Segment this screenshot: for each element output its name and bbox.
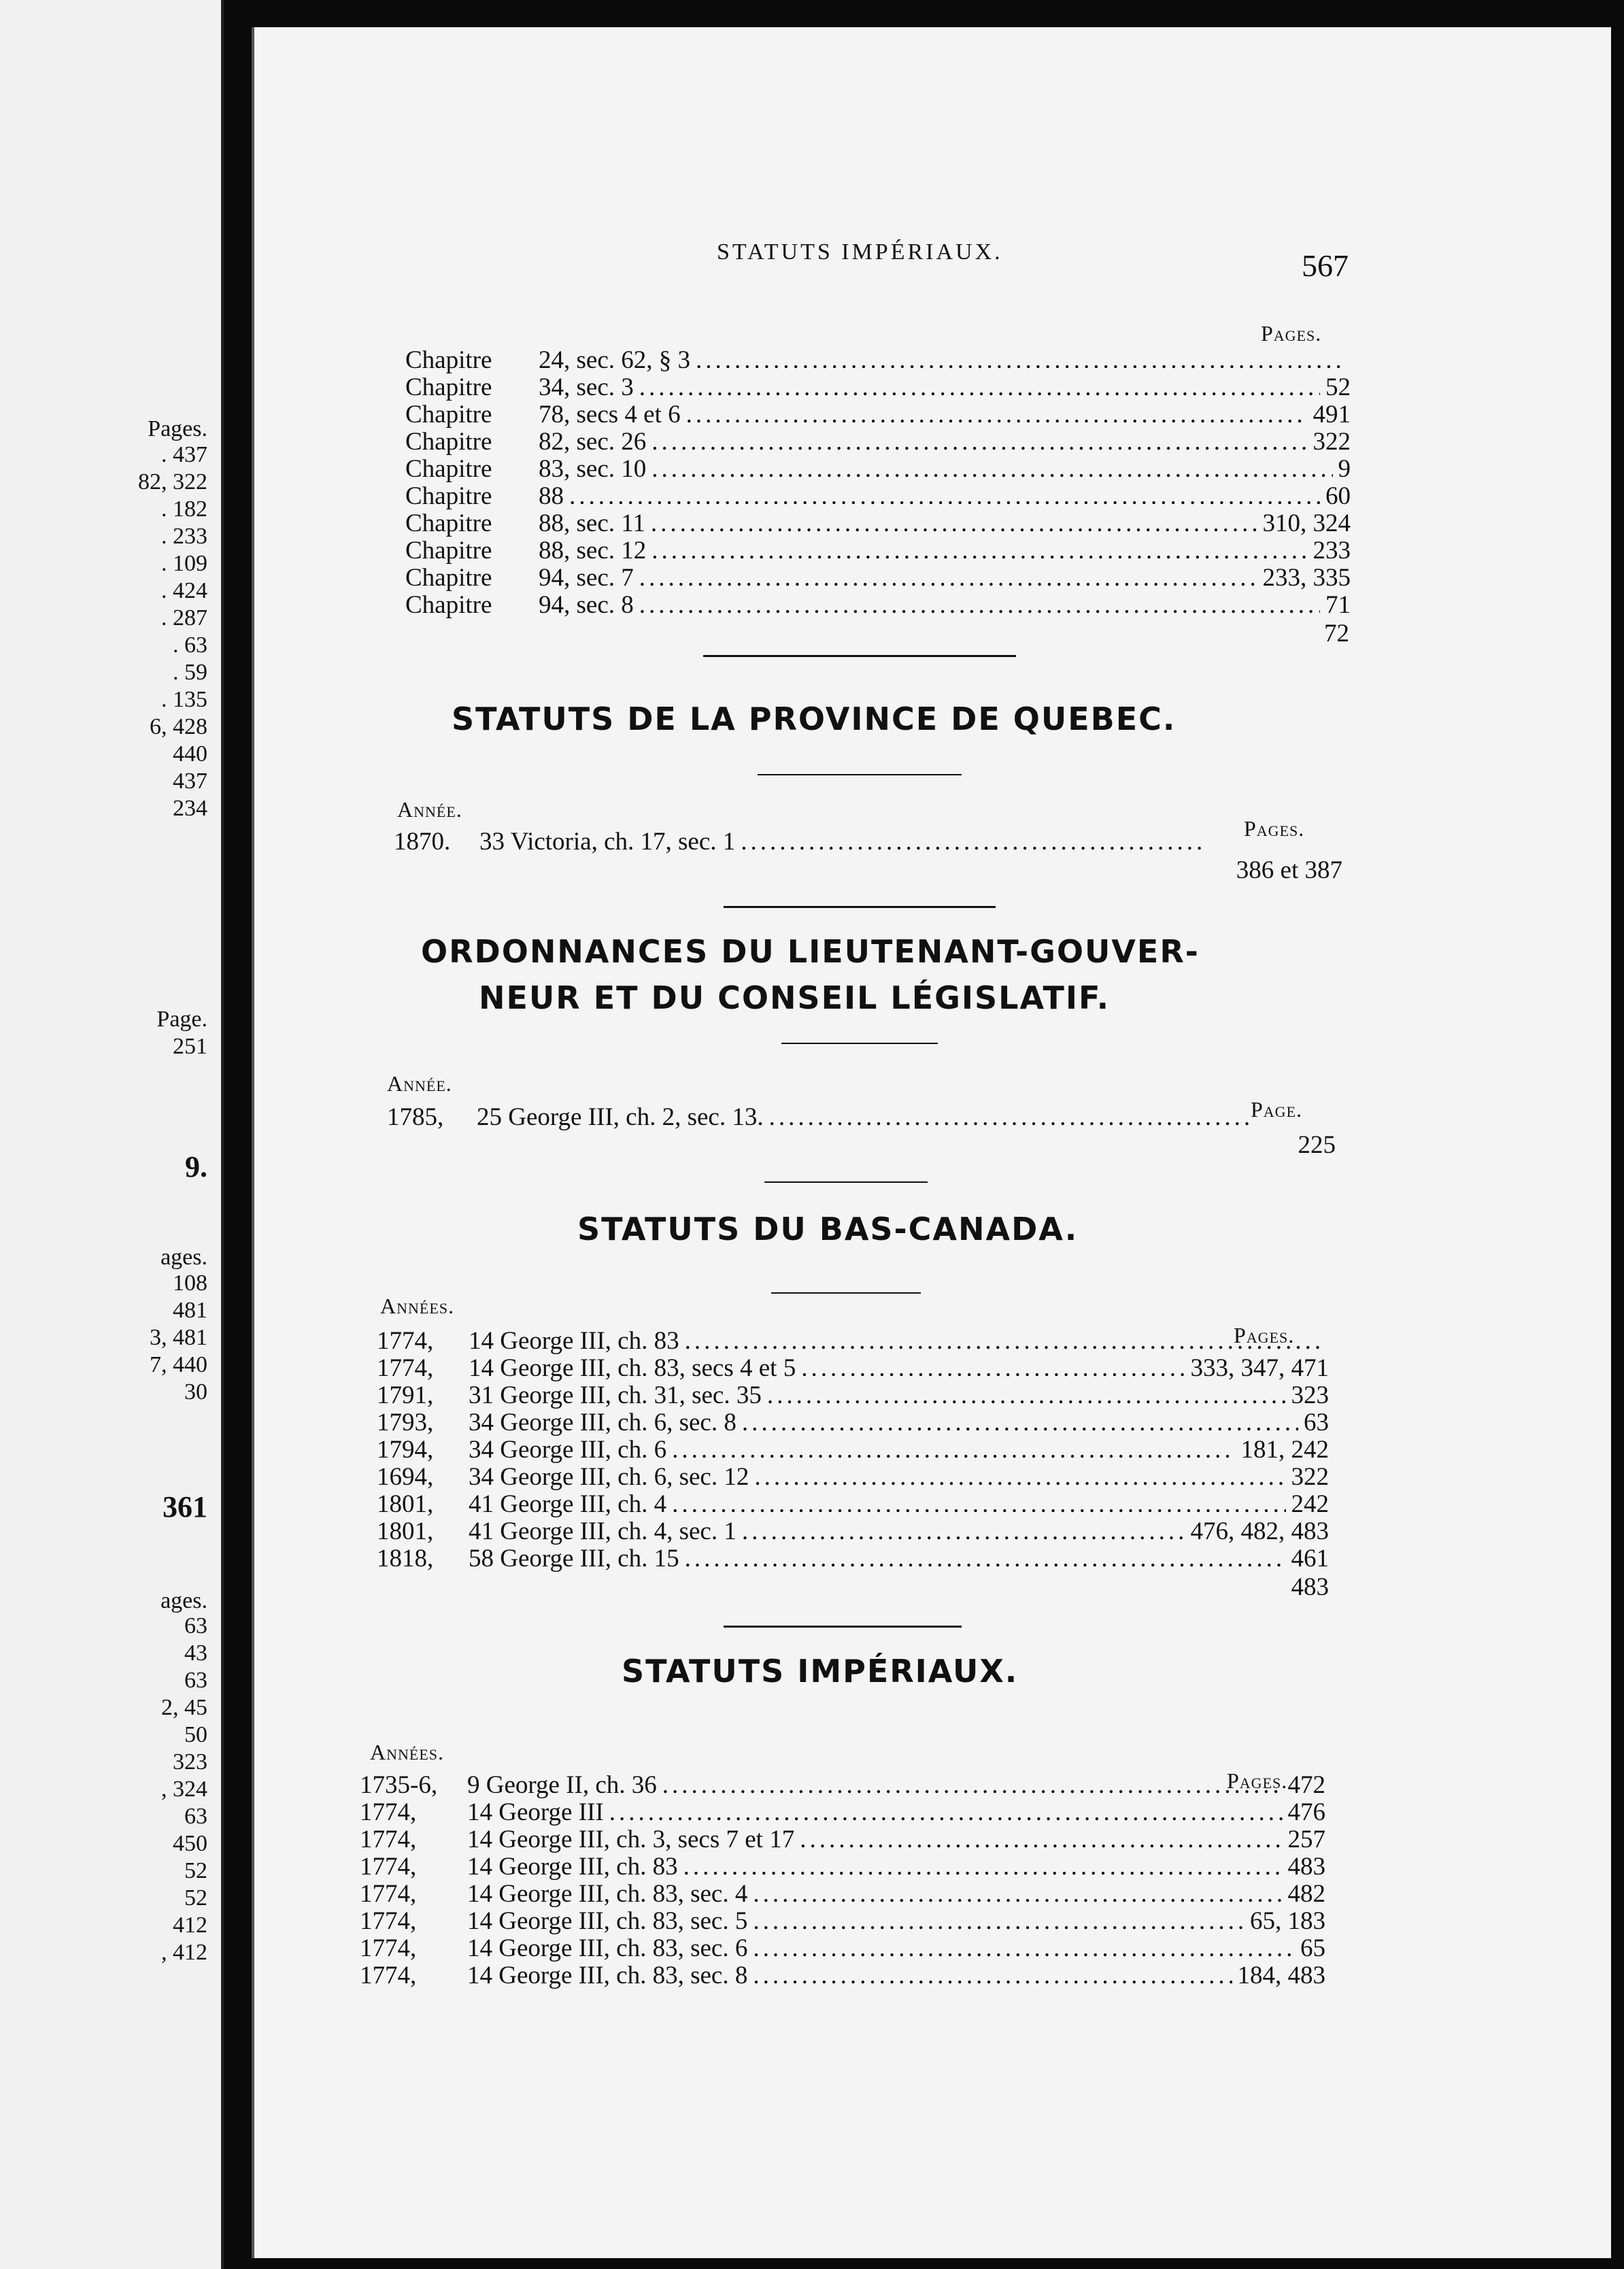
left-page-text: 43 — [184, 1641, 207, 1666]
entry-reference: 14 George III, ch. 83 — [467, 1853, 678, 1881]
pages-label: Pages. — [1261, 321, 1322, 346]
entry-pages: 476, 482, 483 — [1190, 1517, 1329, 1545]
left-page-text: 361 — [163, 1490, 207, 1524]
entry-label: Chapitre — [405, 455, 492, 483]
trailing-page: 483 — [1291, 1573, 1329, 1601]
left-page-text: 6, 428 — [150, 714, 207, 739]
dot-leader — [753, 1962, 1232, 1989]
entry-label: Chapitre — [405, 564, 492, 592]
left-page-text: 52 — [184, 1885, 207, 1911]
pages-label: Pages. — [1234, 1323, 1295, 1347]
index-entry — [405, 592, 1351, 619]
entry-label: Chapitre — [405, 346, 492, 374]
entry-label: Chapitre — [405, 537, 492, 565]
dot-leader — [685, 1328, 1323, 1355]
entry-year: 1801, — [377, 1490, 434, 1518]
index-entry — [405, 537, 1351, 565]
left-page-text: 63 — [184, 1668, 207, 1693]
left-page-text: 30 — [184, 1379, 207, 1405]
entry-pages: 323 — [1291, 1381, 1329, 1409]
index-entry — [360, 1826, 1325, 1853]
dot-leader — [639, 565, 1257, 592]
entry-year: 1774, — [360, 1907, 417, 1935]
left-page-fragment — [0, 0, 224, 2269]
entry-pages: 461 — [1291, 1545, 1329, 1573]
entry-pages: 65, 183 — [1250, 1907, 1325, 1935]
pages-label: Page. — [1251, 1097, 1303, 1122]
index-entry — [387, 1104, 1257, 1131]
index-entry — [377, 1328, 1329, 1355]
entry-label: Chapitre — [405, 373, 492, 401]
entry-pages: 184, 483 — [1237, 1962, 1325, 1989]
entry-reference: 9 George II, ch. 36 — [467, 1771, 657, 1799]
left-page-text: 412 — [173, 1913, 207, 1938]
dot-leader — [639, 374, 1320, 401]
dot-leader — [800, 1826, 1282, 1853]
entry-year: 1774, — [360, 1853, 417, 1881]
entry-pages: 71 — [1325, 591, 1351, 619]
left-page-text: 52 — [184, 1858, 207, 1883]
entry-label: Chapitre — [405, 591, 492, 619]
entry-year: 1774, — [360, 1934, 417, 1962]
index-entry — [377, 1545, 1329, 1573]
index-entry — [360, 1908, 1325, 1935]
index-entry — [360, 1853, 1325, 1881]
entry-reference: 33 Victoria, ch. 17, sec. 1 — [479, 828, 736, 856]
dot-leader — [754, 1464, 1285, 1491]
entry-year: 1785, — [387, 1103, 444, 1131]
entry-pages: 322 — [1313, 428, 1351, 456]
dot-leader — [609, 1799, 1283, 1826]
entry-year: 1818, — [377, 1545, 434, 1573]
entry-pages: 9 — [1338, 455, 1351, 483]
entry-pages: 233, 335 — [1262, 564, 1351, 592]
dot-leader — [685, 1545, 1286, 1573]
dot-leader — [769, 1104, 1252, 1131]
left-page-text: 3, 481 — [150, 1325, 207, 1350]
entry-year: 1694, — [377, 1463, 434, 1491]
entry-reference: 34 George III, ch. 6 — [469, 1436, 667, 1464]
entry-reference: 83, sec. 10 — [539, 455, 647, 483]
entry-year: 1735-6, — [360, 1771, 438, 1799]
left-page-text: 323 — [173, 1749, 207, 1775]
main-page — [252, 27, 1611, 2258]
left-page-text: 9. — [185, 1150, 207, 1183]
year-label: Année. — [397, 797, 462, 822]
dot-leader — [686, 401, 1308, 428]
entry-reference: 82, sec. 26 — [539, 428, 647, 456]
entry-year: 1870. — [394, 828, 451, 856]
index-entry — [360, 1962, 1325, 1989]
entry-year: 1774, — [360, 1962, 417, 1989]
left-page-text: , 412 — [161, 1940, 207, 1965]
left-page-text: 50 — [184, 1722, 207, 1747]
divider — [781, 1043, 938, 1044]
entry-reference: 94, sec. 8 — [539, 591, 634, 619]
entry-label: Chapitre — [405, 401, 492, 428]
left-page-text: . 437 — [161, 442, 207, 467]
section-title-imperiaux: STATUTS IMPÉRIAUX. — [622, 1653, 1019, 1690]
index-entry — [405, 456, 1351, 483]
dot-leader — [741, 828, 1204, 856]
index-entry — [377, 1464, 1329, 1491]
dot-leader — [569, 483, 1320, 510]
entry-pages: 52 — [1325, 373, 1351, 401]
dot-leader — [652, 428, 1307, 456]
pages-label: Pages. — [1244, 816, 1305, 841]
entry-year: 1774, — [377, 1327, 434, 1355]
entry-pages: 257 — [1287, 1826, 1325, 1853]
left-page-text: 108 — [173, 1271, 207, 1296]
entry-pages: 483 — [1287, 1853, 1325, 1881]
dot-leader — [651, 510, 1257, 537]
dot-leader — [742, 1409, 1298, 1436]
entry-pages: 491 — [1313, 401, 1351, 428]
entry-label: Chapitre — [405, 509, 492, 537]
dot-leader — [801, 1355, 1185, 1382]
entry-year: 1774, — [360, 1826, 417, 1853]
entry-pages: 60 — [1325, 482, 1351, 510]
entry-reference: 88, sec. 12 — [539, 537, 647, 565]
entry-pages: 322 — [1291, 1463, 1329, 1491]
index-entry — [377, 1518, 1329, 1545]
entry-reference: 14 George III, ch. 83 — [469, 1327, 679, 1355]
year-label: Année. — [387, 1071, 452, 1096]
index-entry — [394, 828, 1210, 856]
entry-reference: 88, sec. 11 — [539, 509, 645, 537]
entry-pages: 63 — [1304, 1409, 1329, 1436]
divider — [703, 655, 1016, 657]
index-entry — [405, 347, 1351, 374]
entry-reference: 14 George III, ch. 83, sec. 4 — [467, 1880, 748, 1908]
dot-leader — [753, 1908, 1245, 1935]
left-page-text: . 182 — [161, 497, 207, 522]
dot-leader — [672, 1436, 1235, 1464]
left-page-text: 450 — [173, 1831, 207, 1856]
entry-reference: 88 — [539, 482, 564, 510]
section-title-ordonnances-2: NEUR ET DU CONSEIL LÉGISLATIF. — [479, 979, 1111, 1016]
running-head: STATUTS IMPÉRIAUX. — [717, 239, 1003, 265]
entry-reference: 34 George III, ch. 6, sec. 8 — [469, 1409, 737, 1436]
index-entry — [377, 1382, 1329, 1409]
index-entry — [405, 374, 1351, 401]
left-page-text: . 63 — [173, 633, 207, 658]
entry-pages: 242 — [1291, 1490, 1329, 1518]
entry-reference: 25 George III, ch. 2, sec. 13. — [477, 1103, 764, 1131]
entry-reference: 24, sec. 62, § 3 — [539, 346, 690, 374]
year-label: Années. — [370, 1740, 444, 1764]
entry-pages: 333, 347, 471 — [1190, 1354, 1329, 1382]
left-page-text: ages. — [160, 1588, 207, 1613]
dot-leader — [696, 347, 1345, 374]
entry-reference: 31 George III, ch. 31, sec. 35 — [469, 1381, 762, 1409]
entry-label: Chapitre — [405, 428, 492, 456]
dot-leader — [662, 1772, 1283, 1799]
left-page-text: 82, 322 — [138, 469, 207, 494]
index-entry — [405, 401, 1351, 428]
left-page-text: 63 — [184, 1804, 207, 1829]
left-page-text: 440 — [173, 741, 207, 767]
index-entry — [405, 565, 1351, 592]
left-page-text: 234 — [173, 796, 207, 821]
dot-leader — [652, 456, 1332, 483]
section-title-bas-canada: STATUTS DU BAS-CANADA. — [577, 1211, 1079, 1247]
section-title-quebec: STATUTS DE LA PROVINCE DE QUEBEC. — [452, 701, 1177, 737]
left-page-text: , 324 — [161, 1777, 207, 1802]
dot-leader — [742, 1518, 1185, 1545]
left-page-text: 437 — [173, 769, 207, 794]
index-entry — [377, 1409, 1329, 1436]
entry-year: 1774, — [360, 1880, 417, 1908]
left-page-text: 481 — [173, 1298, 207, 1323]
left-page-text: 2, 45 — [161, 1695, 207, 1720]
divider — [758, 774, 962, 775]
left-page-text: . 287 — [161, 605, 207, 631]
entry-pages: 233 — [1313, 537, 1351, 565]
entry-reference: 34, sec. 3 — [539, 373, 634, 401]
entry-pages: 482 — [1287, 1880, 1325, 1908]
entry-pages: 65 — [1300, 1934, 1325, 1962]
entry-reference: 58 George III, ch. 15 — [469, 1545, 679, 1573]
entry-reference: 14 George III, ch. 3, secs 7 et 17 — [467, 1826, 795, 1853]
dot-leader — [683, 1853, 1283, 1881]
left-page-text: Page. — [156, 1007, 207, 1032]
index-entry — [360, 1799, 1325, 1826]
entry-reference: 78, secs 4 et 6 — [539, 401, 681, 428]
entry-pages: 181, 242 — [1240, 1436, 1329, 1464]
left-page-text: 7, 440 — [150, 1352, 207, 1377]
index-entry — [405, 510, 1351, 537]
entry-label: Chapitre — [405, 482, 492, 510]
entry-reference: 34 George III, ch. 6, sec. 12 — [469, 1463, 749, 1491]
left-page-text: . 109 — [161, 551, 207, 576]
entry-pages: 476 — [1287, 1798, 1325, 1826]
entry-reference: 14 George III, ch. 83, secs 4 et 5 — [469, 1354, 796, 1382]
entry-year: 1791, — [377, 1381, 434, 1409]
entry-reference: 14 George III, ch. 83, sec. 8 — [467, 1962, 748, 1989]
index-entry — [360, 1881, 1325, 1908]
page-number: 567 — [1302, 248, 1349, 283]
trailing-page: 225 — [1298, 1131, 1336, 1159]
section-title-ordonnances-1: ORDONNANCES DU LIEUTENANT-GOUVER- — [421, 933, 1200, 970]
trailing-page: 72 — [1324, 620, 1349, 648]
left-page-text: Pages. — [148, 416, 207, 441]
divider — [724, 1626, 962, 1628]
left-page-text: 251 — [173, 1034, 207, 1059]
year-label: Années. — [380, 1294, 454, 1318]
entry-reference: 41 George III, ch. 4 — [469, 1490, 667, 1518]
entry-reference: 14 George III, ch. 83, sec. 5 — [467, 1907, 748, 1935]
dot-leader — [639, 592, 1320, 619]
divider — [771, 1292, 921, 1294]
dot-leader — [767, 1382, 1286, 1409]
left-page-text: . 424 — [161, 578, 207, 603]
divider — [724, 906, 996, 908]
left-page-text: . 233 — [161, 524, 207, 549]
pages-label: Pages. — [1227, 1768, 1288, 1793]
index-entry — [405, 428, 1351, 456]
entry-pages: 472 — [1287, 1771, 1325, 1799]
index-entry — [360, 1935, 1325, 1962]
entry-year: 1774, — [360, 1798, 417, 1826]
entry-year: 1774, — [377, 1354, 434, 1382]
entry-reference: 14 George III, ch. 83, sec. 6 — [467, 1934, 748, 1962]
left-page-text: . 59 — [173, 660, 207, 685]
index-entry — [377, 1355, 1329, 1382]
left-page-text: . 135 — [161, 687, 207, 712]
index-entry — [377, 1436, 1329, 1464]
entry-year: 1793, — [377, 1409, 434, 1436]
entry-year: 1794, — [377, 1436, 434, 1464]
dot-leader — [652, 537, 1307, 565]
left-page-text: ages. — [160, 1245, 207, 1270]
left-page-text: 63 — [184, 1613, 207, 1638]
trailing-page: 386 et 387 — [1236, 856, 1342, 884]
divider — [764, 1181, 928, 1183]
entry-year: 1801, — [377, 1517, 434, 1545]
dot-leader — [753, 1881, 1282, 1908]
dot-leader — [672, 1491, 1285, 1518]
entry-pages: 310, 324 — [1262, 509, 1351, 537]
dot-leader — [753, 1935, 1295, 1962]
index-entry — [405, 483, 1351, 510]
entry-reference: 14 George III — [467, 1798, 604, 1826]
entry-reference: 94, sec. 7 — [539, 564, 634, 592]
index-entry — [377, 1491, 1329, 1518]
entry-reference: 41 George III, ch. 4, sec. 1 — [469, 1517, 737, 1545]
index-entry — [360, 1772, 1325, 1799]
